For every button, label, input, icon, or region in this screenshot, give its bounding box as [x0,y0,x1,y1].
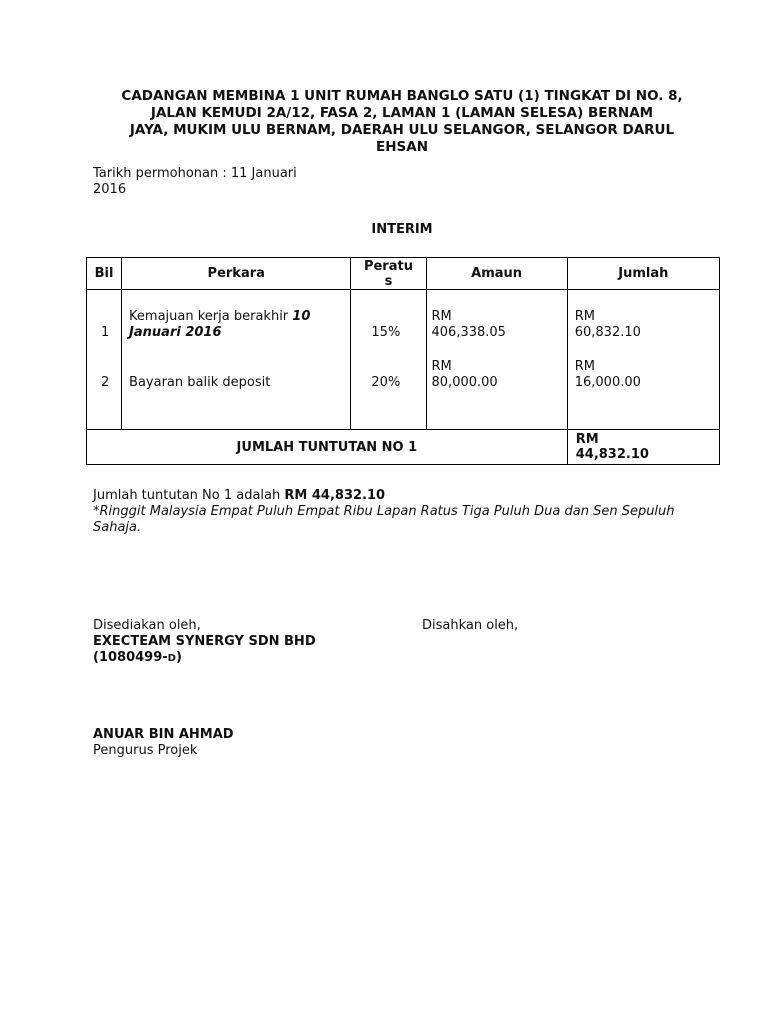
total-value: RM 44,832.10 [567,430,719,465]
row-1-perkara [129,309,349,341]
company-reg-no [93,650,316,667]
prepared-by-label: Disediakan oleh, [93,618,201,633]
row-1-perkara-text: Kemajuan kerja berakhir [129,309,293,324]
jumlah-cell [567,290,719,430]
interim-heading: INTERIM [371,222,433,237]
row-1-perkara-date: 10 Januari 2016 [129,309,311,340]
summary-amount: RM 44,832.10 [284,488,386,503]
row-1-jumlah: RM 60,832.10 [574,309,641,340]
table-total-row [87,430,720,465]
claim-summary [93,488,713,536]
header-amaun: Amaun [426,258,567,290]
row-1-peratus: 15% [371,325,401,340]
prepared-by-block [93,618,316,667]
header-jumlah: Jumlah [567,258,719,290]
row-2-amaun: RM 80,000.00 [431,359,498,390]
bil-cell [87,290,122,430]
row-1-amaun: RM 406,338.05 [431,309,506,340]
table-body-row [87,290,720,430]
reg-no-close: ) [175,650,182,665]
header-peratus [351,258,426,290]
header-bil: Bil [87,258,122,290]
peratus-cell [351,290,426,430]
total-label: JUMLAH TUNTUTAN NO 1 [87,430,568,465]
row-2-perkara: Bayaran balik deposit [129,375,271,390]
signatory-block [93,727,234,759]
header-perkara: Perkara [122,258,351,290]
summary-prefix: Jumlah tuntutan No 1 adalah [93,488,285,503]
reg-no-suffix: D [167,653,176,664]
approved-by-label: Disahkan oleh, [422,618,519,633]
claim-table [86,257,720,464]
signatory-name: ANUAR BIN AHMAD [93,727,234,742]
table-header-row [87,258,720,290]
row-1-bil: 1 [101,325,110,340]
perkara-cell [122,290,351,430]
row-2-jumlah: RM 16,000.00 [574,359,641,390]
reg-no-main: (1080499- [93,650,168,665]
company-name: EXECTEAM SYNERGY SDN BHD [93,634,316,649]
summary-line [93,488,713,504]
amaun-cell [426,290,567,430]
application-date: Tarikh permohonan : 11 Januari 2016 [93,166,297,197]
signatory-position: Pengurus Projek [93,743,198,758]
summary-words: *Ringgit Malaysia Empat Puluh Empat Ribu Lapan Ratus Tiga Puluh Dua dan Sen Sepuluh Sahaja. [93,504,675,535]
row-2-bil: 2 [101,375,110,390]
header-peratus-label: Peratu s [363,258,413,289]
document-title: CADANGAN MEMBINA 1 UNIT RUMAH BANGLO SATU (1) TINGKAT DI NO. 8, JALAN KEMUDI 2A/12, FASA 2, LAMAN 1 (LAMAN SELESA) BERNAM JAYA, MUKIM ULU BERNAM, DAERAH ULU SELANGOR, SELANGOR DARUL EHSAN [121,88,683,155]
row-2-peratus: 20% [371,375,401,390]
